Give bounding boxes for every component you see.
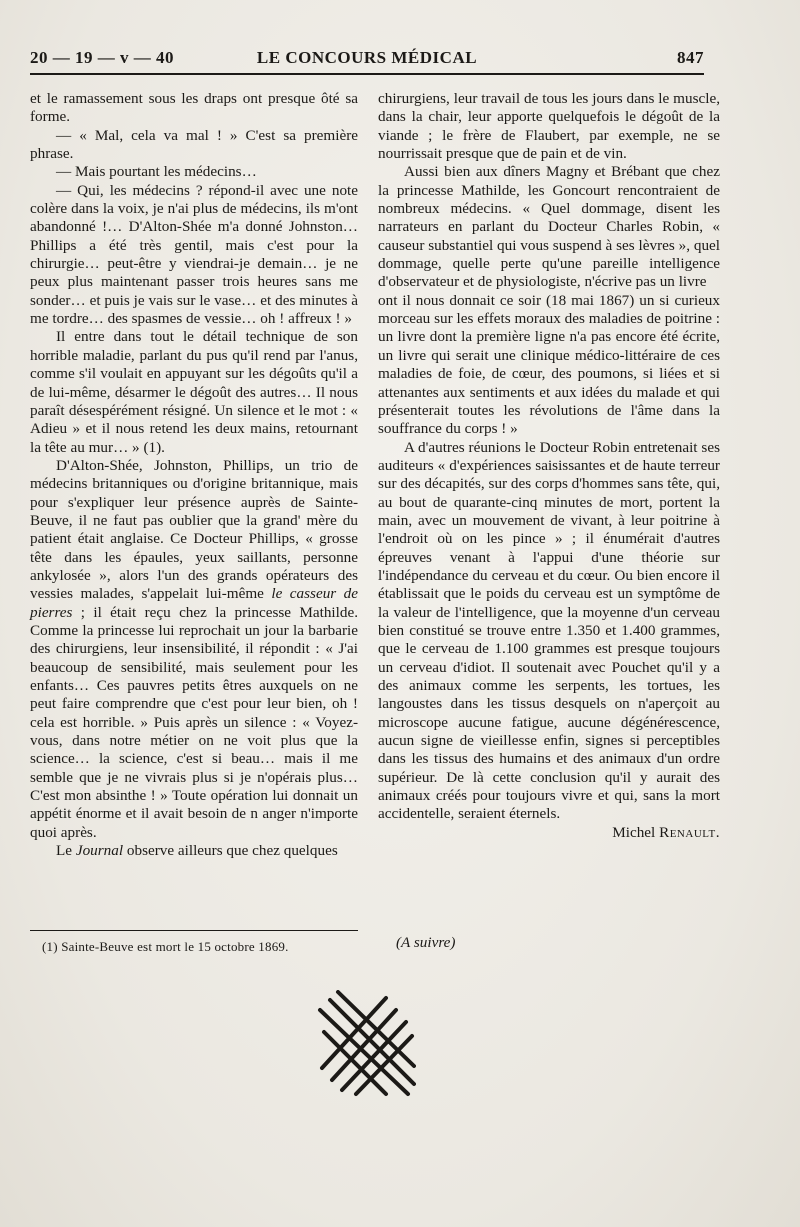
text-run: D'Alton-Shée, Johnston, Phillips, un trio de médecins britanniques ou d'origine britannique, mais pour s'expliquer leur présence auprès de Sainte-Beuve, il ne faut pas oublier que la grand' mère du patient était anglaise. Ce Docteur Phillips, « grosse tête dans les épaules, yeux saillants, personne ankylosée », alors l'un des grands opérateurs des vessies malades, s'appelait lui-même <box>30 456 358 603</box>
paragraph: A d'autres réunions le Docteur Robin entretenait ses auditeurs « d'expériences saisissantes et de haute terreur sur des décapités, sur des corps d'hommes sans tête, qui, au bout de quarante-cinq minutes de mort, portent la main, avec un mouvement de vivant, à leur poitrine à l'endroit où on les pince » ; il énumérait d'autres épreuves venant à l'appui d'une théorie sur l'indépendance du cerveau et du cœur. Ou bien encore il établissait que le poids du cerveau est un symptôme de la valeur de l'intelligence, que la moyenne d'un cerveau bien constitué se trouve entre 1.350 et 1.400 grammes, que le cerveau de 1.100 grammes est presque toujours un cerveau d'idiot. Il soutenait avec Pouchet qu'il y a des animaux comme les serpents, les tortues, les langoustes dans les tissus desquels on n'aperçoit au microscope aucune fatigue, aucune dégénérescence, aucun signe de vieillesse enfin, signes si perceptibles dans les tissus des humains et des animaux d'un ordre supérieur. De là cette conclusion qu'il y aurait des animaux créés pour toujours vivre et qui, sans la mort accidentelle, seraient éternels. <box>378 438 720 823</box>
continuation-text: (A suivre) <box>396 934 456 951</box>
right-column <box>378 90 720 842</box>
footnote-rule <box>30 930 358 931</box>
paragraph: — Mais pourtant les médecins… <box>56 163 257 181</box>
text-run: observe ailleurs que chez quelques <box>123 842 338 860</box>
header-rule <box>30 73 704 75</box>
paragraph <box>30 457 358 842</box>
author-last-name: Renault. <box>659 823 720 841</box>
author-first-name: Michel <box>612 823 660 841</box>
author-signature <box>378 824 720 842</box>
running-header <box>30 46 704 72</box>
paragraph: ont il nous donnait ce soir (18 mai 1867) un si curieux morceau sur les effets moraux des maladies de poitrine : un livre dont la première ligne n'a pas encore été écrite, un livre qui serait une clinique médico-littéraire de ces maladies de foie, de cœur, des poumons, si liées et si attenantes aux sentiments et aux idées du malade et qui présenterait toutes les révolutions de l'âme dans la souffrance du corps ! » <box>378 291 720 438</box>
journal-title: LE CONCOURS MÉDICAL <box>256 48 478 67</box>
paragraph: — Qui, les médecins ? répond-il avec une note colère dans la voix, je n'ai plus de médecins, ils m'ont abandonné !… D'Alton-Shée m'a donné Johnston… Phillips a été très gentil, mais c'est pour la chirurgie… peut-être y viendrai-je demain… je ne peux plus maintenant passer trois heures sans me sonder… et puis je vais sur le vase… et des minutes à me tordre… des spasmes de vessie… oh ! affreux ! » <box>30 181 358 328</box>
paragraph: chirurgiens, leur travail de tous les jours dans le muscle, dans la chair, leur apporte quelquefois le dégoût de la viande ; le frère de Flaubert, par exemple, ne se nourrissait presque que de pain et de vin. <box>378 90 720 163</box>
crosshatch-ornament-icon <box>316 990 416 1100</box>
page-number: 847 <box>677 48 704 67</box>
italic-text: le casseur de pierres <box>30 585 359 621</box>
text-run: Le <box>56 842 76 860</box>
paragraph: et le ramassement sous les draps ont presque ôté sa forme. <box>30 90 358 126</box>
paragraph: Il entre dans tout le détail technique de son horrible maladie, parlant du pus qu'il rend par l'anus, comme s'il voulait en appuyant sur les dégoûts qu'il a de lui-même, désarmer le dégoût des autres… Il nous paraît désespérément résigné. Un silence et le mot : « Adieu » et il nous retend les deux mains, retournant la tête au mur… » (1). <box>30 328 358 456</box>
to-be-continued <box>396 934 455 952</box>
italic-text: Journal <box>75 842 124 860</box>
footnote: (1) Sainte-Beuve est mort le 15 octobre 1869. <box>42 939 289 954</box>
issue-date: 20 — 19 — v — 40 <box>30 48 174 67</box>
paragraph: — « Mal, cela va mal ! » C'est sa première phrase. <box>30 126 358 163</box>
paragraph <box>30 842 358 860</box>
text-run: ; il était reçu chez la princesse Mathilde. Comme la princesse lui reprochait un jour la barbarie des chirurgiens, leur insensibilité, il répondit : « J'ai beaucoup de sensibilité, mais seulement pour les enfants… Ces pauvres petits êtres auxquels on ne peut faire comprendre que c'est pour leur bien, oh ! cela est horrible. » Puis après un silence : « Voyez-vous, dans notre métier on ne voit plus que la science… la science, c'est si beau… mais il me semble que je ne vivrais plus si je n'opérais plus… C'est mon absinthe ! » Toute opération lui donnait un appétit énorme et il avait besoin de n anger n'importe quoi après. <box>30 603 358 841</box>
left-column <box>30 90 358 860</box>
paragraph: Aussi bien aux dîners Magny et Brébant que chez la princesse Mathilde, les Goncourt rencontraient de nombreux médecins. « Quel dommage, disent les narrateurs en parlant du Docteur Charles Robin, « causeur substantiel qui vous suspend à ses lèvres », quel dommage, quelle perte qu'une pareille intelligence d'observateur et de physiologiste, n'écrive pas un livre <box>378 163 720 291</box>
